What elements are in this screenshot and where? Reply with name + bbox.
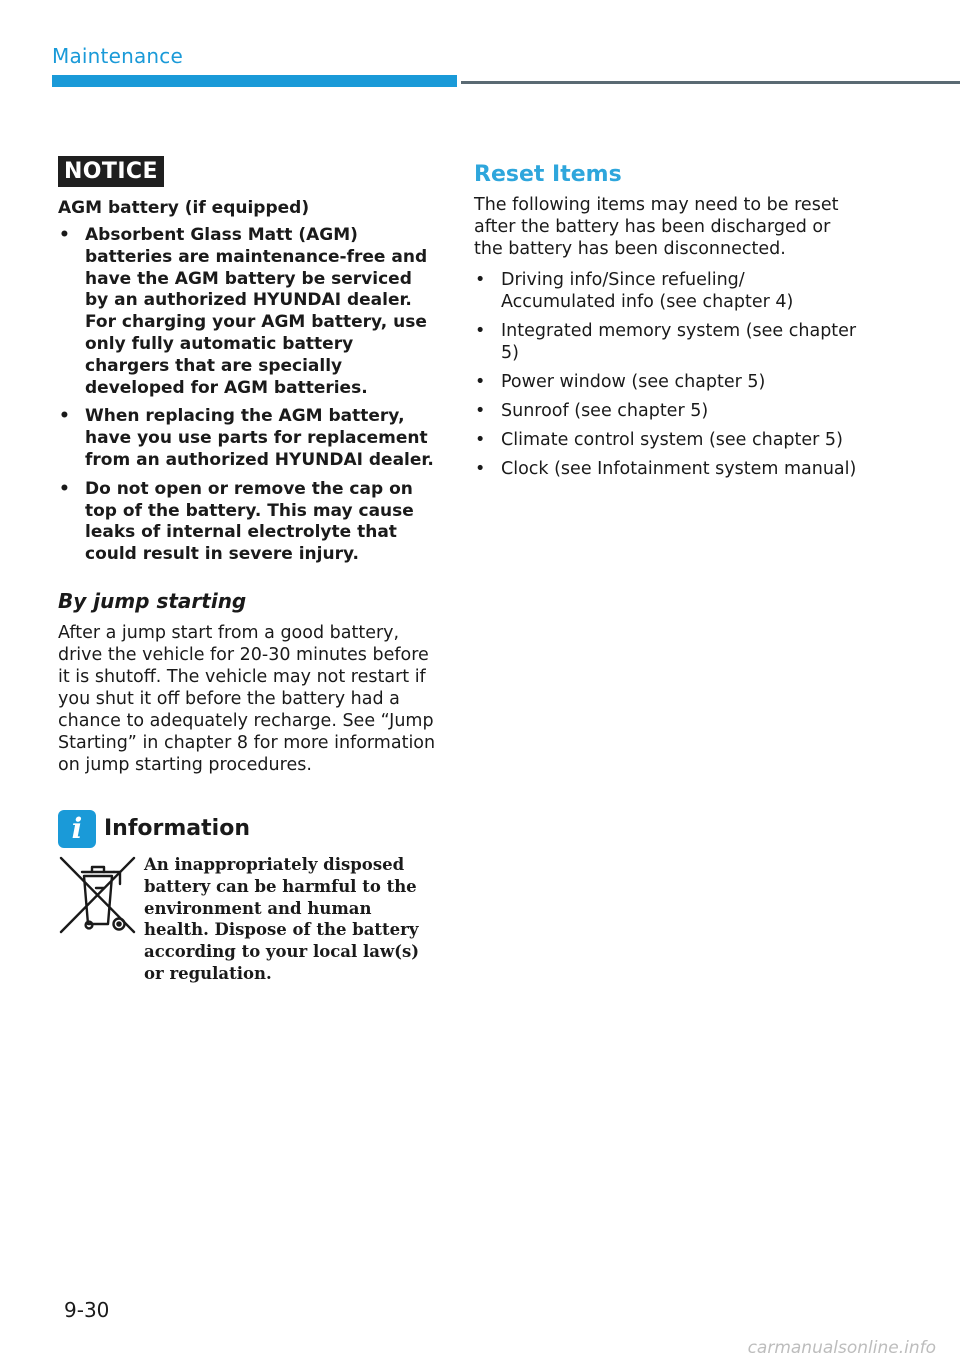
bullet-icon: • — [59, 478, 70, 499]
reset-list-item — [474, 269, 858, 313]
bullet-icon: • — [59, 406, 70, 427]
notice-box — [58, 156, 436, 566]
notice-list-item — [58, 225, 436, 399]
notice-list-item — [58, 406, 436, 471]
reset-list-item — [474, 429, 858, 451]
reset-list-item — [474, 458, 858, 480]
bullet-icon: • — [475, 459, 486, 479]
header-bar-rule — [461, 81, 960, 84]
reset-item-text: Power window (see chapter 5) — [501, 372, 766, 392]
reset-item-text: Integrated memory system (see chapter 5) — [501, 321, 857, 363]
bullet-icon: • — [475, 321, 486, 341]
jump-heading: By jump starting — [58, 588, 247, 613]
notice-item-text: When replacing the AGM battery, have you use parts for replacement from an authorized HYUNDAI dealer. — [85, 406, 434, 470]
reset-list — [474, 269, 858, 480]
bullet-icon: • — [475, 270, 486, 290]
reset-list-item — [474, 320, 858, 364]
notice-list-item — [58, 479, 436, 566]
bullet-icon: • — [475, 430, 486, 450]
right-column — [474, 160, 858, 487]
crossed-out-bin-icon — [58, 854, 138, 938]
notice-item-text: Do not open or remove the cap on top of the battery. This may cause leaks of internal electrolyte that could result in severe injury. — [85, 478, 414, 565]
info-header — [58, 810, 436, 848]
jump-body: After a jump start from a good battery, drive the vehicle for 20-30 minutes before it is shutoff. The vehicle may not restart if you shut it off before the battery had a chance to adequately recharge. See “Jump Starting” in chapter 8 for more information on jump starting procedures. — [58, 622, 436, 775]
reset-intro: The following items may need to be reset after the battery has been discharged or the battery has been disconnected. — [474, 195, 839, 259]
info-icon: i — [58, 810, 96, 848]
page-number: 9-30 — [64, 1298, 110, 1322]
left-column — [58, 156, 436, 985]
notice-list — [58, 225, 436, 566]
watermark-link[interactable]: carmanualsonline.info — [747, 1338, 936, 1358]
info-title: Information — [104, 816, 250, 842]
notice-item-text: Absorbent Glass Matt (AGM) batteries are maintenance-free and have the AGM battery be serviced by an authorized HYUNDAI dealer. For charging your AGM battery, use only fully automatic battery chargers that are specially developed for AGM batteries. — [85, 225, 428, 398]
bullet-icon: • — [59, 225, 70, 245]
notice-heading: AGM battery (if equipped) — [58, 198, 310, 218]
reset-heading: Reset Items — [474, 162, 622, 187]
reset-item-text: Climate control system (see chapter 5) — [501, 430, 843, 450]
bullet-icon: • — [475, 372, 486, 392]
reset-list-item — [474, 371, 858, 393]
reset-item-text: Clock (see Infotainment system manual) — [501, 459, 857, 479]
info-body — [58, 854, 436, 985]
header-bar-accent — [52, 75, 457, 87]
reset-item-text: Driving info/Since refueling/ Accumulated info (see chapter 4) — [501, 270, 794, 312]
reset-item-text: Sunroof (see chapter 5) — [501, 401, 709, 421]
info-text: An inappropriately disposed battery can be harmful to the environment and human health. Dispose of the battery according to your local law(s) or regulation. — [144, 854, 420, 983]
notice-tag: NOTICE — [58, 156, 164, 187]
section-title: Maintenance — [52, 44, 183, 68]
bullet-icon: • — [475, 401, 486, 421]
reset-list-item — [474, 400, 858, 422]
